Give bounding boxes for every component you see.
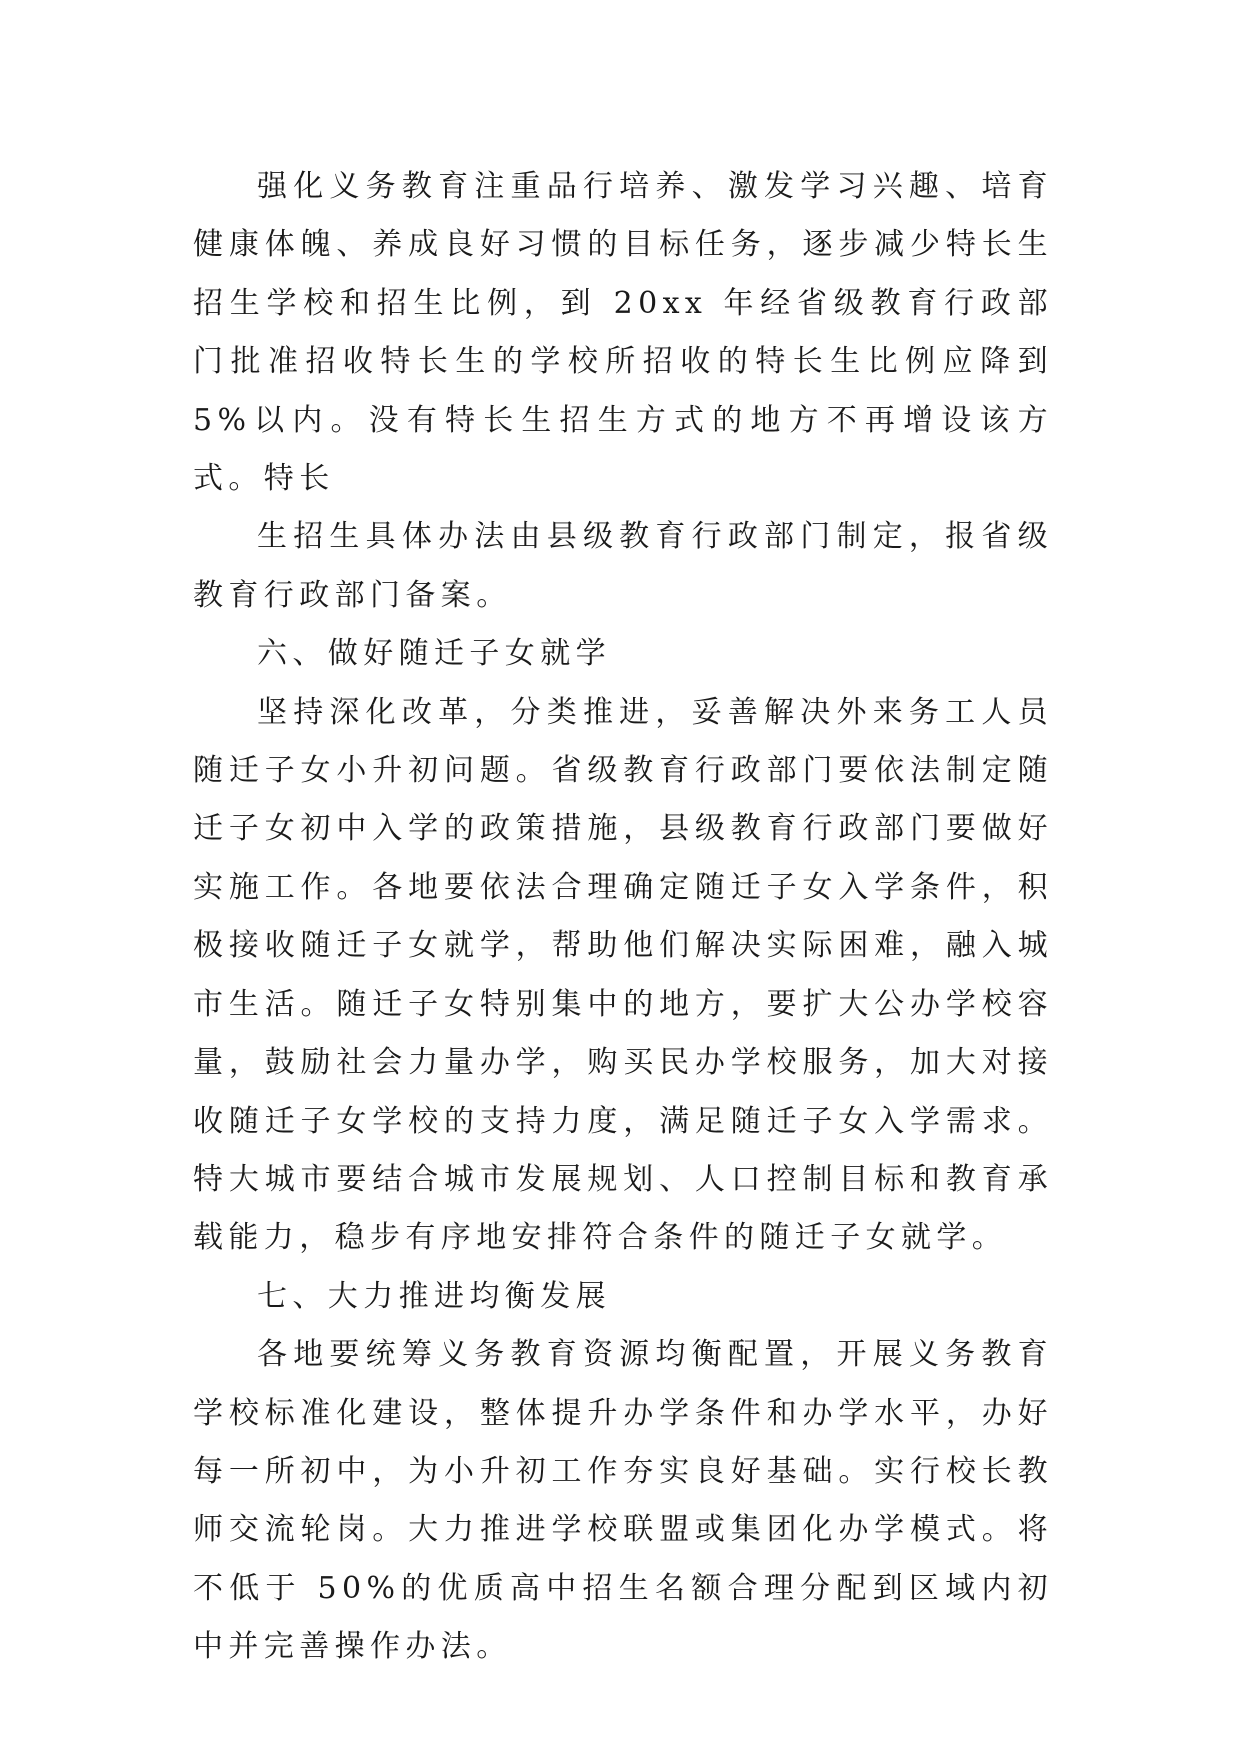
paragraph-migrant-children: 坚持深化改革，分类推进，妥善解决外来务工人员随迁子女小升初问题。省级教育行政部门要依法制定随迁子女初中入学的政策措施，县级教育行政部门要做好实施工作。各地要依法合理确定随迁子女入学条件，积极接收随迁子女就学，帮助他们解决实际困难，融入城市生活。随迁子女特别集中的地方，要扩大公办学校容量，鼓励社会力量办学，购买民办学校服务，加大对接收随迁子女学校的支持力度，满足随迁子女入学需求。特大城市要结合城市发展规划、人口控制目标和教育承载能力，稳步有序地安排符合条件的随迁子女就学。 xyxy=(193,694,1053,1256)
paragraph-balanced-development: 各地要统筹义务教育资源均衡配置，开展义务教育学校标准化建设，整体提升办学条件和办学水平，办好每一所初中，为小升初工作夯实良好基础。实行校长教师交流轮岗。大力推进学校联盟或集团化办学模式。将不低于 50%的优质高中招生名额合理分配到区域内初中并完善操作办法。 xyxy=(193,1337,1053,1665)
section-heading-migrant-children: 六、做好随迁子女就学 xyxy=(257,636,611,672)
paragraph-specialty-students: 强化义务教育注重品行培养、激发学习兴趣、培育健康体魄、养成良好习惯的目标任务，逐步减少特长生招生学校和招生比例，到 20xx 年经省级教育行政部门批准招收特长生的学校所招收的特长生比例应降到 5%以内。没有特长生招生方式的地方不再增设该方式。特长 xyxy=(193,169,1053,497)
document-body xyxy=(193,158,1053,1677)
section-heading-balanced-development: 七、大力推进均衡发展 xyxy=(257,1278,611,1314)
paragraph-specialty-filing: 生招生具体办法由县级教育行政部门制定，报省级教育行政部门备案。 xyxy=(193,519,1053,613)
